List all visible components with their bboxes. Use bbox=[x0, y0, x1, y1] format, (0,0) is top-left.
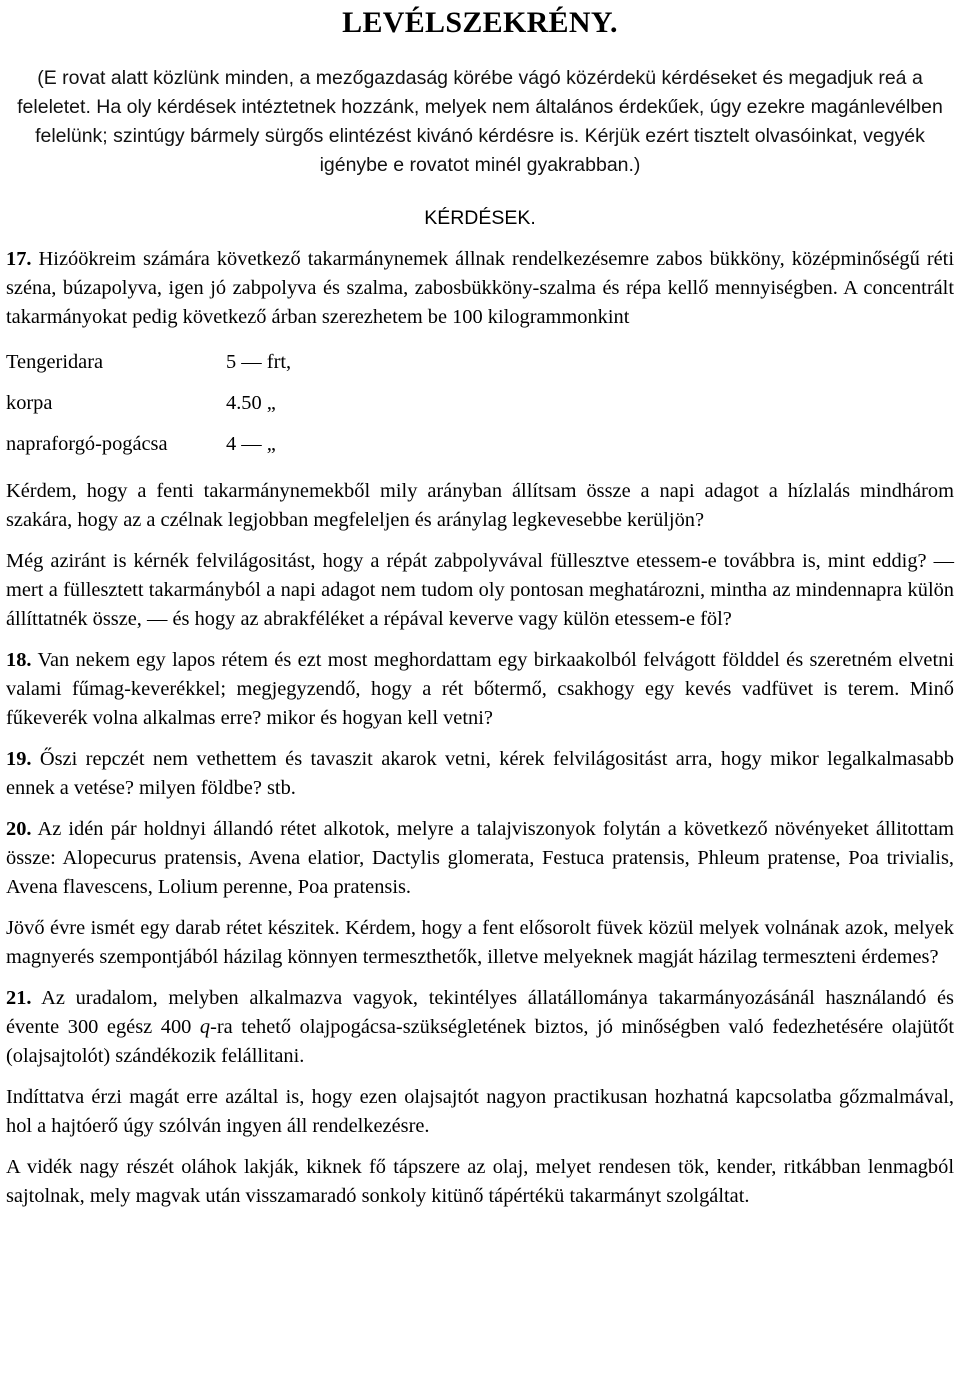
question-21-paragraph: Indíttatva érzi magát erre azáltal is, hogy ezen olajsajtót nagyon practikusan hozhatná kapcsolatba gőzmalmával, hol a hajtóerő úgy szólván ingyen áll rendelkezésre. bbox=[6, 1086, 954, 1137]
price-item-name: korpa bbox=[6, 392, 53, 414]
question-21-paragraph: A vidék nagy részét oláhok lakják, kiknek fő tápszere az olaj, melyet rendesen tök, kender, ritkábban lenmagból sajtolnak, mely magvak után visszamaradó sonkoly kitünő tápértékü takarmányt szolgáltat. bbox=[6, 1156, 954, 1207]
unit-q: q bbox=[199, 1016, 211, 1038]
question-text: Az uradalom, melyben alkalmazva vagyok, tekintélyes állatállománya takarmányozásánál használandó és évente 300 egész 400 bbox=[6, 987, 954, 1038]
question-number: 20. bbox=[6, 818, 32, 840]
price-item-value: 4.50 „ bbox=[226, 392, 276, 414]
question-17-paragraph: Kérdem, hogy a fenti takarmánynemekből mily arányban állítsam össze a napi adagot a hízlalás mindhárom szakára, hogy az a czélnak legjobban megfeleljen és aránylag legkevesebbe kerüljön? bbox=[6, 480, 954, 531]
question-text: Van nekem egy lapos rétem és ezt most meghordattam egy birkaakolból felvágott földdel és szeretném elvetni valami fűmag-keverékkel; megjegyzendő, hogy a rét bőtermő, csakhogy egy kevés vadfüvet is terem. Minő fűkeverék volna alkalmas erre? mikor és hogyan kell vetni? bbox=[6, 649, 954, 729]
intro-note: (E rovat alatt közlünk minden, a mezőgazdaság körébe vágó közérdekü kérdéseket és megadjuk reá a feleletet. Ha oly kérdések intéztetnek hozzánk, melyek nem általános érdekűek, úgy ezekre magánlevélben felelünk; szintúgy bármely sürgős elintézést kivánó kérdésre is. Kérjük ezért tisztelt olvasóinkat, vegyék igénybe e rovatot minél gyakrabban.) bbox=[17, 67, 943, 176]
question-17 bbox=[6, 245, 954, 332]
price-row bbox=[6, 342, 954, 383]
question-number: 18. bbox=[6, 649, 32, 671]
question-number: 19. bbox=[6, 748, 32, 770]
price-item-value: 4 — „ bbox=[226, 433, 276, 455]
question-21 bbox=[6, 984, 954, 1071]
question-17-paragraph: Még aziránt is kérnék felvilágositást, hogy a répát zabpolyvával füllesztve etessem-e továbbra is, mint eddig? — mert a füllesztett takarmányból a napi adagot nem tudom oly pontosan meghatározni, mintha az mindennapra külön állíttatnék össze, — és hogy az abrakféléket a répával keverve vagy külön etessem-e föl? bbox=[6, 550, 954, 630]
page-title: LEVÉLSZEKRÉNY. bbox=[342, 6, 618, 39]
price-item-name: napraforgó-pogácsa bbox=[6, 433, 168, 455]
question-text: Az idén pár holdnyi állandó rétet alkotok, melyre a talajviszonyok folytán a következő növényeket állitottam össze: Alopecurus pratensis, Avena elatior, Dactylis glomerata, Festuca pratensis, Phleum pratense, Poa trivialis, Avena flavescens, Lolium perenne, Poa pratensis. bbox=[6, 818, 954, 898]
letter-box-page bbox=[6, 0, 954, 1211]
price-row bbox=[6, 424, 954, 465]
question-number: 21. bbox=[6, 987, 32, 1009]
question-number: 17. bbox=[6, 248, 32, 270]
question-text: Őszi repczét nem vethettem és tavaszit akarok vetni, kérek felvilágositást arra, hogy mikor legalkalmasabb ennek a vetése? milyen földbe? stb. bbox=[6, 748, 954, 799]
question-20-paragraph: Jövő évre ismét egy darab rétet készitek. Kérdem, hogy a fent elősorolt füvek közül melyek volnának azok, melyek magnyerés szempontjából házilag könnyen termeszthetők, illetve melyeknek magját házilag termeszteni érdemes? bbox=[6, 917, 954, 968]
price-list bbox=[6, 342, 954, 465]
question-20 bbox=[6, 815, 954, 902]
question-text: Hizóökreim számára következő takarmánynemek állnak rendelkezésemre zabos bükköny, középminőségű réti széna, búzapolyva, igen jó zabpolyva és szalma, zabosbükköny-szalma és répa kellő mennyiségben. A concentrált takarmányokat pedig következő árban szerezhetem be 100 kilogrammonkint bbox=[6, 248, 954, 328]
section-heading: KÉRDÉSEK. bbox=[424, 207, 536, 229]
question-19 bbox=[6, 745, 954, 803]
price-item-name: Tengeridara bbox=[6, 351, 104, 373]
price-item-value: 5 — frt, bbox=[226, 351, 292, 373]
price-row bbox=[6, 383, 954, 424]
question-18 bbox=[6, 646, 954, 733]
question-text: -ra tehető olajpogácsa-szükségletének biztos, jó minőségben való fedezhetésére olajütőt (olajsajtolót) szándékozik felállitani. bbox=[6, 1016, 954, 1067]
